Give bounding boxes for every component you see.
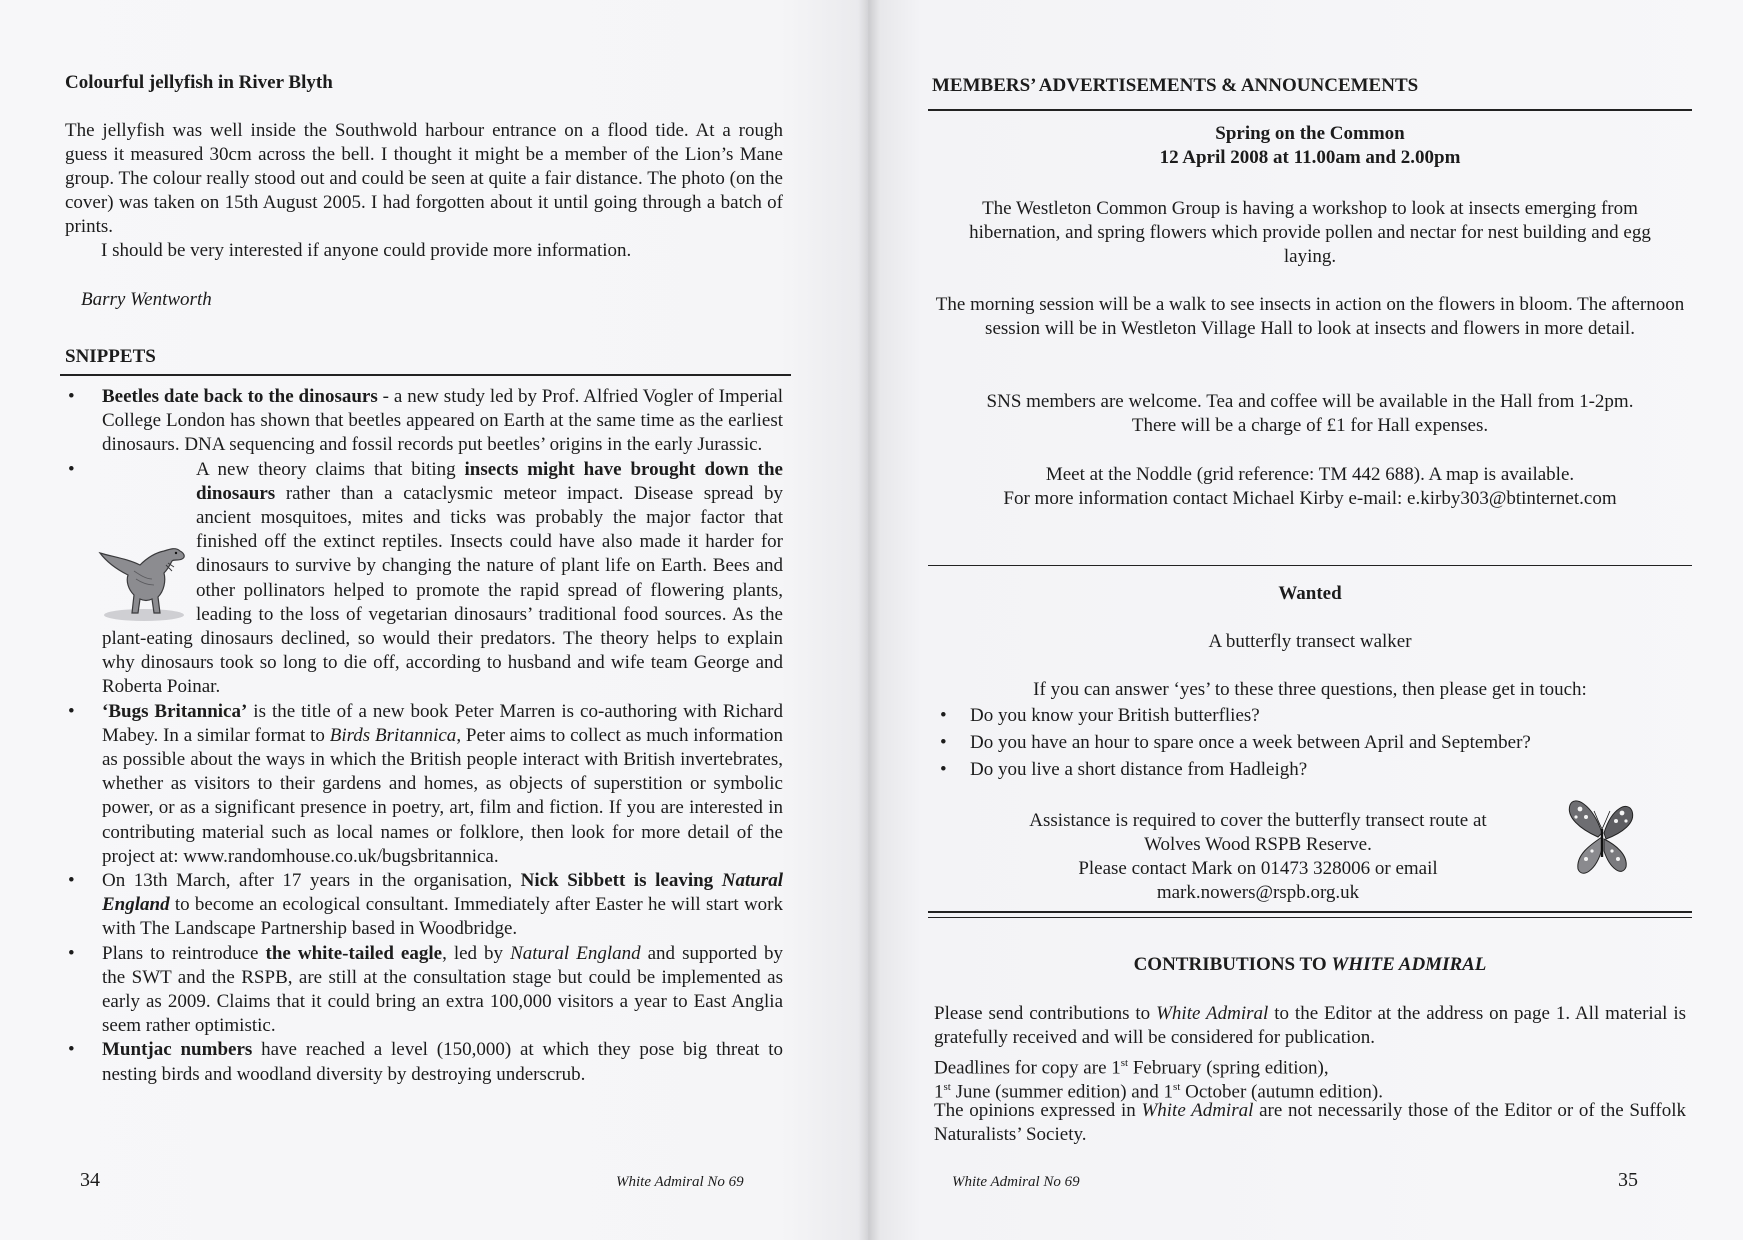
contrib-text: February (spring edition), xyxy=(1128,1057,1329,1079)
snippet-bold: the white-tailed eagle xyxy=(265,942,443,964)
snippet-text: have reached a level (150,000) at which they pose big threat to nesting birds and woodland diversity by destroying underscrub. xyxy=(102,1039,783,1085)
wanted-title: Wanted xyxy=(1278,583,1342,604)
snippet-text: , Peter aims to collect as much information as possible about the ways in which the British people interact with British invertebrates, whether as visitors to their gardens and homes, as objects of superstition or symbolic power, or as a significant presence in poetry, art, film and fiction. If you are interested in contributing material such as local names or folklore, then look for more detail of the project at: www.randomhouse.co.uk/bugsbritannica. xyxy=(102,724,783,867)
contrib-text: Please send contributions to xyxy=(934,1003,1157,1024)
jellyfish-paragraph-2: I should be very interested if anyone could provide more information. xyxy=(101,240,632,261)
bullet-icon: • xyxy=(68,1039,75,1061)
snippet-beetles xyxy=(68,385,783,458)
wanted-subtitle: A butterfly transect walker xyxy=(1208,631,1412,652)
superscript: st xyxy=(943,1081,951,1093)
spring-title: Spring on the Common xyxy=(1215,123,1405,144)
snippet-nick-sibbett xyxy=(68,869,784,942)
wanted-assist-1: Assistance is required to cover the butterfly transect route at xyxy=(1029,810,1487,831)
snippet-eagle xyxy=(68,942,784,1039)
snippet-bold: insects might have brought down the dinosaurs xyxy=(196,458,783,504)
spring-paragraph-4a: Meet at the Noddle (grid reference: TM 442 688). A map is available. xyxy=(1045,464,1575,485)
superscript: st xyxy=(1120,1057,1129,1069)
bullet-icon: • xyxy=(68,458,75,480)
page-number-left: 34 xyxy=(80,1169,100,1191)
contrib-text: June (summer edition) and 1 xyxy=(950,1081,1173,1103)
snippet-bold: Beetles date back to the dinosaurs xyxy=(102,386,378,407)
jellyfish-paragraph: The jellyfish was well inside the Southwold harbour entrance on a flood tide. At a rough guess it measured 30cm across the bell. I thought it might be a member of the Lion’s Mane group. The colour really stood out and could be seen at quite a fair distance. The photo (on the cover) was taken on 15th August 2005. I had forgotten about it until going through a batch of prints. xyxy=(65,120,783,237)
contributions-title xyxy=(928,953,1692,977)
header-rule xyxy=(928,109,1692,111)
spring-paragraph-3a: SNS members are welcome. Tea and coffee will be available in the Hall from 1-2pm. xyxy=(986,391,1634,412)
question-text: Do you have an hour to spare once a week between April and September? xyxy=(970,732,1531,753)
snippet-bold: ‘Bugs Britannica’ xyxy=(102,700,248,722)
snippet-muntjac xyxy=(68,1038,783,1086)
contrib-text: The opinions expressed in xyxy=(934,1100,1142,1121)
spring-paragraph-2: The morning session will be a walk to see insects in action on the flowers in bloom. The afternoon session will be in Westleton Village Hall to look at insects and flowers in more detail. xyxy=(935,294,1685,339)
bullet-icon: • xyxy=(68,700,75,722)
right-page xyxy=(868,0,1743,1240)
superscript: st xyxy=(1173,1081,1181,1093)
jellyfish-heading: Colourful jellyfish in River Blyth xyxy=(65,72,333,93)
contributions-title-text: CONTRIBUTIONS TO xyxy=(1133,954,1332,975)
contrib-text: to the Editor at the address on page 1. All material is gratefully received and will be considered for publication. xyxy=(934,1003,1686,1048)
snippet-text: Plans to reintroduce xyxy=(102,942,266,964)
contributions-rule-1 xyxy=(928,911,1692,913)
spine-shadow xyxy=(858,0,880,1240)
jellyfish-author: Barry Wentworth xyxy=(81,289,212,310)
snippet-text: to become an ecological consultant. Immediately after Easter he will start work with The Landscape Partnership based in Woodbridge. xyxy=(102,894,783,940)
snippet-italic: Natural England xyxy=(510,942,641,964)
snippet-bold: Nick Sibbett is leaving xyxy=(520,870,714,892)
wanted-question-2 xyxy=(940,731,1531,755)
contrib-text: Deadlines for copy are 1 xyxy=(934,1057,1121,1079)
bullet-icon: • xyxy=(940,732,947,753)
wanted-intro: If you can answer ‘yes’ to these three questions, then please get in touch: xyxy=(1033,679,1587,700)
bullet-icon: • xyxy=(940,759,947,780)
bullet-icon: • xyxy=(68,942,75,964)
contributions-paragraph-opinions xyxy=(934,1099,1686,1147)
contributions-title-italic: WHITE ADMIRAL xyxy=(1331,954,1487,975)
wanted-email: mark.nowers@rspb.org.uk xyxy=(1156,882,1360,903)
butterfly-icon xyxy=(1566,793,1638,883)
spring-paragraph-1: The Westleton Common Group is having a workshop to look at insects emerging from hibernation, and spring flowers which provide pollen and nectar for nest building and egg laying. xyxy=(969,198,1651,267)
snippets-heading: SNIPPETS xyxy=(65,346,156,367)
dinosaur-icon xyxy=(94,535,194,625)
spring-date: 12 April 2008 at 11.00am and 2.00pm xyxy=(1159,147,1461,168)
spring-paragraph-3b: There will be a charge of £1 for Hall expenses. xyxy=(1131,415,1489,436)
snippet-text: and supported by the SWT and the RSPB, are still at the consultation stage but could be implemented as early as 2009. Claims that it could bring an extra 100,000 visitors a year to East Anglia seem rather optimistic. xyxy=(102,942,784,1037)
snippet-bugs-britannica xyxy=(68,700,783,869)
bullet-icon: • xyxy=(68,386,75,407)
snippet-text: On 13th March, after 17 years in the organisation, xyxy=(102,870,521,892)
question-text: Do you know your British butterflies? xyxy=(970,705,1260,726)
snippet-dinosaurs xyxy=(68,458,783,700)
wanted-assist-2: Wolves Wood RSPB Reserve. xyxy=(1144,834,1372,855)
left-page xyxy=(0,0,868,1240)
contrib-text: October (autumn edition). xyxy=(1180,1081,1383,1103)
snippet-bold: Muntjac numbers xyxy=(102,1039,253,1061)
wanted-assist-3: Please contact Mark on 01473 328006 or email xyxy=(1078,858,1438,879)
footer-left: White Admiral No 69 xyxy=(616,1174,744,1190)
wanted-rule xyxy=(928,565,1692,566)
wanted-question-3 xyxy=(940,758,1308,782)
contributions-rule-2 xyxy=(928,917,1692,918)
bullet-icon: • xyxy=(940,705,947,726)
contributions-paragraph-1 xyxy=(934,1002,1686,1050)
snippet-italic: Birds Britannica xyxy=(329,724,457,746)
snippet-text: is the title of a new book Peter Marren is co-authoring with Richard Mabey. In a similar format to xyxy=(102,700,783,746)
bullet-icon: • xyxy=(68,870,75,892)
contrib-italic: White Admiral xyxy=(1156,1003,1269,1024)
page-number-right: 35 xyxy=(1618,1169,1638,1191)
question-text: Do you live a short distance from Hadleigh? xyxy=(970,759,1308,780)
snippets-list xyxy=(68,385,784,1087)
snippet-text: rather than a cataclysmic meteor impact. Disease spread by ancient mosquitoes, mites and ticks was probably the major factor that finished off the extinct reptiles. Insects could have also made it harder for dinosaurs to survive by changing the nature of plant life on Earth. Bees and other pollinators helped to promote the rapid spread of flowering plants, leading to the loss of vegetarian dinosaurs’ traditional food sources. As the plant-eating dinosaurs declined, so would their predators. The theory helps to explain why dinosaurs took so long to die off, according to husband and wife team George and Roberta Poinar. xyxy=(102,482,783,698)
contrib-text: 1 xyxy=(934,1081,944,1103)
snippet-text: - a new study led by Prof. Alfried Vogler of Imperial College London has shown that beetles appeared on Earth at the same time as the earliest dinosaurs. DNA sequencing and fossil records put beetles’ origins in the early Jurassic. xyxy=(102,386,783,456)
snippet-text: , led by xyxy=(442,942,511,964)
footer-right: White Admiral No 69 xyxy=(952,1174,1080,1190)
snippets-rule xyxy=(60,374,791,376)
wanted-question-1 xyxy=(940,704,1260,728)
snippet-text: A new theory claims that biting xyxy=(196,458,465,480)
spring-contact: For more information contact Michael Kirby e-mail: e.kirby303@btinternet.com xyxy=(1003,488,1617,509)
contrib-italic: White Admiral xyxy=(1141,1100,1254,1121)
contrib-text: are not necessarily those of the Editor or of the Suffolk Naturalists’ Society. xyxy=(934,1100,1686,1145)
snippet-bold-italic: Natural England xyxy=(102,870,784,916)
members-section-heading: MEMBERS’ ADVERTISEMENTS & ANNOUNCEMENTS xyxy=(932,75,1419,96)
